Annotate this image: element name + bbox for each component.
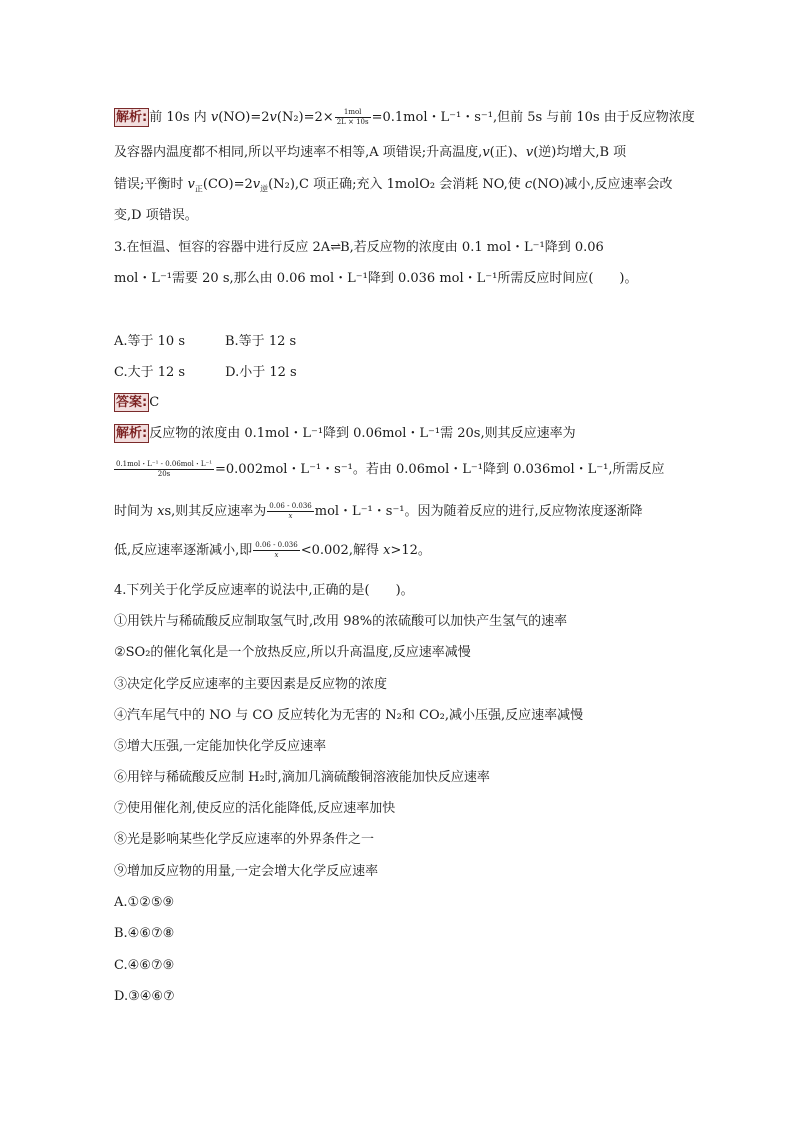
q4-option-b[interactable]: B.④⑥⑦⑧ [114,926,175,941]
q3-stem-line-2 [114,269,638,289]
text: 时间为 [114,504,158,519]
text: v [210,110,219,125]
q4-option-d[interactable]: D.③④⑥⑦ [114,989,175,1004]
q2-analysis-line-4 [114,206,198,226]
text: >12。 [390,543,431,558]
q3-stem-line-1 [114,238,604,258]
q3-analysis-line-4 [114,541,431,561]
text: 3.在恒温、恒容的容器中进行反应 2A [114,240,331,255]
answer-value: C [149,395,160,410]
text: v [187,177,195,192]
text: v [269,110,277,125]
text: x [383,543,391,558]
analysis-label: 解析: [116,110,148,125]
fraction-denominator: 2L × 10s [336,118,369,126]
q4-statement-6: ⑥用锌与稀硫酸反应制 H₂时,滴加几滴硫酸铜溶液能加快反应速率 [114,770,490,785]
q4-statement-8: ⑧光是影响某些化学反应速率的外界条件之一 [114,832,375,847]
equilibrium-arrow-icon: ⇌ [330,240,341,255]
q2-analysis-line-3 [114,175,672,200]
subscript: 正 [194,184,203,194]
text: =0.002mol・L⁻¹・s⁻¹。若由 0.06mol・L⁻¹降到 0.036mol・L⁻¹,所需反应 [215,462,665,477]
q3-options-row-2 [114,363,297,383]
q4-statement-3: ③决定化学反应速率的主要因素是反应物的浓度 [114,677,388,692]
text: s,则其反应速率为 [164,504,267,519]
q3-analysis-line-1 [114,424,576,444]
q3-analysis-line-2 [114,460,664,480]
q4-statement-1: ①用铁片与稀硫酸反应制取氢气时,改用 98%的浓硫酸可以加快产生氢气的速率 [114,614,568,629]
text: <0.002,解得 [300,543,384,558]
text: 错误;平衡时 [114,177,188,192]
fraction-numerator: 1mol [343,108,362,116]
fraction [335,108,371,127]
text: 及容器内温度都不相同,所以平均速率不相等,A 项错误;升高温度, [114,145,483,160]
option-d[interactable]: D.小于 12 s [225,365,297,380]
option-a[interactable]: A.等于 10 s [114,334,185,349]
q4-statement-7: ⑦使用催化剂,使反应的活化能降低,反应速率加快 [114,801,396,816]
text: (正)、 [489,145,526,160]
q4-option-a[interactable]: A.①②⑤⑨ [114,895,175,910]
analysis-label: 解析: [116,426,148,441]
text: 低,反应速率逐渐减小,即 [114,543,253,558]
text: (逆)均增大,B 项 [533,145,627,160]
text: 反应物的浓度由 0.1mol・L⁻¹降到 0.06mol・L⁻¹需 20s,则其反应速率为 [149,426,576,441]
text: c [524,177,533,192]
q4-option-c[interactable]: C.④⑥⑦⑨ [114,958,175,973]
q3-answer-line [114,393,159,413]
text: mol・L⁻¹需要 20 s,那么由 0.06 mol・L⁻¹降到 0.036 mol・L⁻¹所需反应时间应( )。 [114,271,638,286]
text: v [482,145,490,160]
q3-options-row-1 [114,332,296,352]
q4-statement-5: ⑤增大压强,一定能加快化学反应速率 [114,739,327,754]
q4-statement-4: ④汽车尾气中的 NO 与 CO 反应转化为无害的 N₂和 CO₂,减小压强,反应速率减慢 [114,708,584,723]
fraction [253,541,299,560]
text: x [157,504,165,519]
text: v [525,145,534,160]
q3-analysis-line-3 [114,502,643,522]
text: (NO)减小,反应速率会改 [532,177,673,192]
text: (CO)=2 [202,177,253,192]
q4-statement-2: ②SO₂的催化氧化是一个放热反应,所以升高温度,反应速率减慢 [114,645,471,660]
fraction-numerator: 0.06 - 0.036 [255,541,298,549]
fraction [267,502,313,521]
text: (N₂),C 项正确;充入 1molO₂ 会消耗 NO,使 [268,177,525,192]
text: 变,D 项错误。 [114,208,198,223]
text: B,若反应物的浓度由 0.1 mol・L⁻¹降到 0.06 [340,240,604,255]
answer-label: 答案: [116,395,148,410]
fraction-denominator: 20s [114,469,214,479]
text: =0.1mol・L⁻¹・s⁻¹,但前 5s 与前 10s 由于反应物浓度 [371,110,695,125]
fraction-numerator: 0.06 - 0.036 [269,502,312,510]
q2-analysis-line-1 [114,108,695,128]
option-c[interactable]: C.大于 12 s [114,365,186,380]
option-b[interactable]: B.等于 12 s [225,334,297,349]
text: 前 10s 内 [149,110,211,125]
fraction [114,460,214,479]
q2-analysis-line-2 [114,143,626,163]
fraction-numerator: 0.1mol・L⁻¹ - 0.06mol・L⁻¹ [116,460,213,468]
q4-stem [114,581,414,601]
text: (NO)=2 [218,110,270,125]
fraction-denominator: x [253,550,299,560]
text: mol・L⁻¹・s⁻¹。因为随着反应的进行,反应物浓度逐渐降 [314,504,643,519]
text: 4.下列关于化学反应速率的说法中,正确的是( )。 [114,583,414,598]
fraction-denominator: x [267,511,313,521]
q4-statement-9: ⑨增加反应物的用量,一定会增大化学反应速率 [114,864,379,879]
text: (N₂)=2× [276,110,334,125]
text: v [252,177,261,192]
subscript: 逆 [260,184,269,194]
